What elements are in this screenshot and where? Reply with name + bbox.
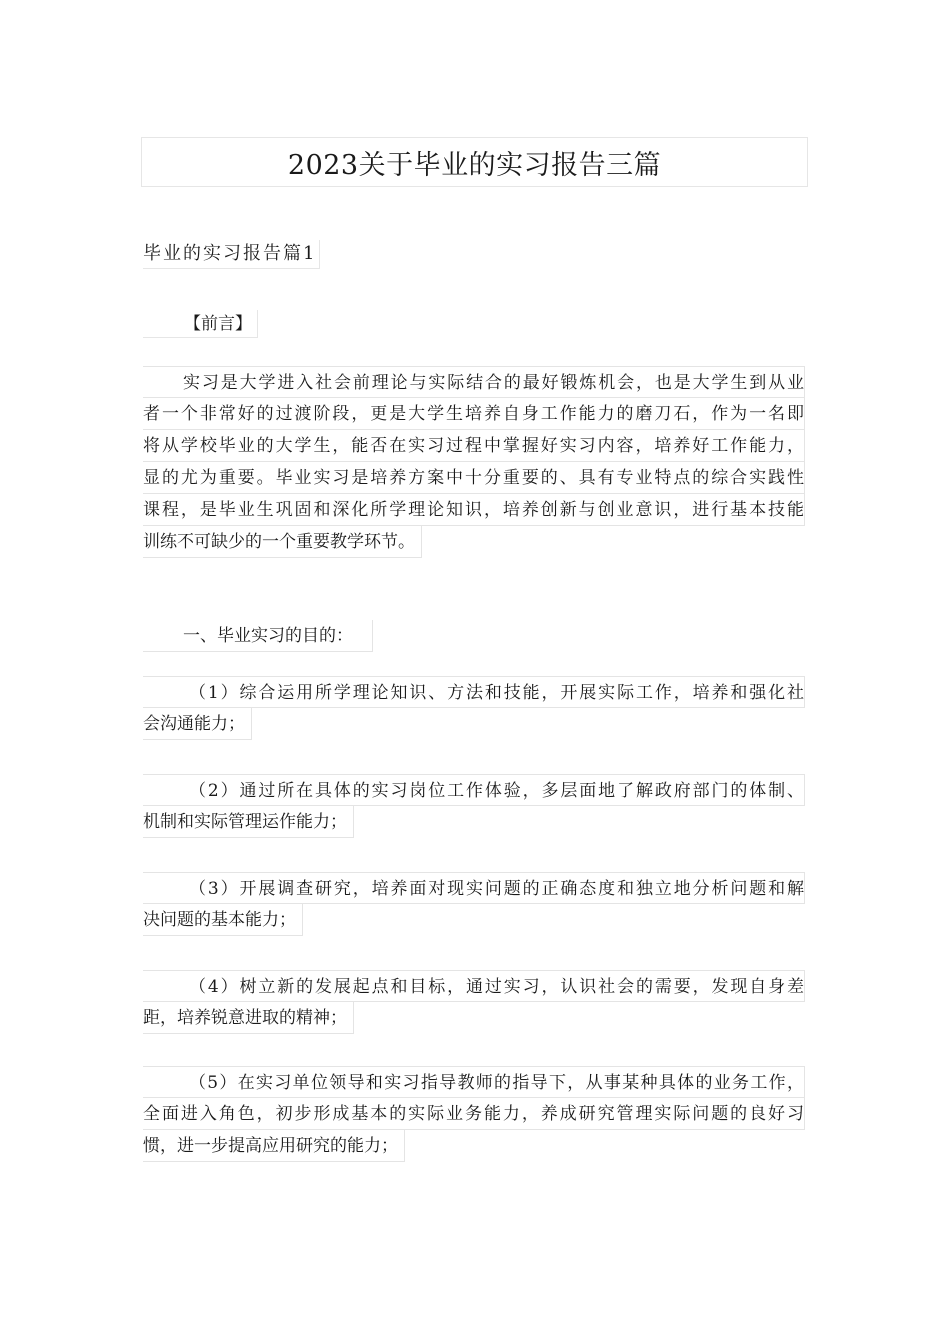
section-title-text: 一、毕业实习的目的： [143, 620, 373, 652]
list-item [143, 970, 805, 1034]
item-line: 决问题的基本能力； [143, 904, 303, 936]
intro-paragraph [143, 366, 805, 558]
item-line: （2）通过所在具体的实习岗位工作体验，多层面地了解政府部门的体制、 [143, 774, 805, 806]
list-item [143, 872, 805, 936]
paragraph-line: 实习是大学进入社会前理论与实际结合的最好锻炼机会，也是大学生到从业 [143, 366, 805, 398]
item-line: （5）在实习单位领导和实习指导教师的指导下，从事某种具体的业务工作， [143, 1066, 805, 1098]
item-line: 会沟通能力； [143, 708, 252, 740]
section-title [143, 620, 373, 652]
paragraph-line: 显的尤为重要。毕业实习是培养方案中十分重要的、具有专业特点的综合实践性 [143, 462, 805, 494]
item-line: 全面进入角色，初步形成基本的实际业务能力，养成研究管理实际问题的良好习 [143, 1098, 805, 1130]
paragraph-line: 课程，是毕业生巩固和深化所学理论知识，培养创新与创业意识，进行基本技能 [143, 494, 805, 526]
paragraph-line: 将从学校毕业的大学生，能否在实习过程中掌握好实习内容，培养好工作能力， [143, 430, 805, 462]
list-item [143, 1066, 805, 1162]
item-line: （4）树立新的发展起点和目标，通过实习，认识社会的需要，发现自身差 [143, 970, 805, 1002]
item-line: （1）综合运用所学理论知识、方法和技能，开展实际工作，培养和强化社 [143, 676, 805, 708]
paragraph-line: 者一个非常好的过渡阶段，更是大学生培养自身工作能力的磨刀石，作为一名即 [143, 398, 805, 430]
section-heading: 毕业的实习报告篇1 [143, 240, 320, 269]
list-item [143, 774, 805, 838]
list-item [143, 676, 805, 740]
paragraph-line: 训练不可缺少的一个重要教学环节。 [143, 526, 422, 558]
document-title: 2023关于毕业的实习报告三篇 [141, 137, 808, 187]
preface-label: 【前言】 [143, 310, 258, 338]
item-line: 距，培养锐意进取的精神； [143, 1002, 354, 1034]
item-line: 机制和实际管理运作能力； [143, 806, 354, 838]
item-line: （3）开展调查研究，培养面对现实问题的正确态度和独立地分析问题和解 [143, 872, 805, 904]
item-line: 惯，进一步提高应用研究的能力； [143, 1130, 405, 1162]
